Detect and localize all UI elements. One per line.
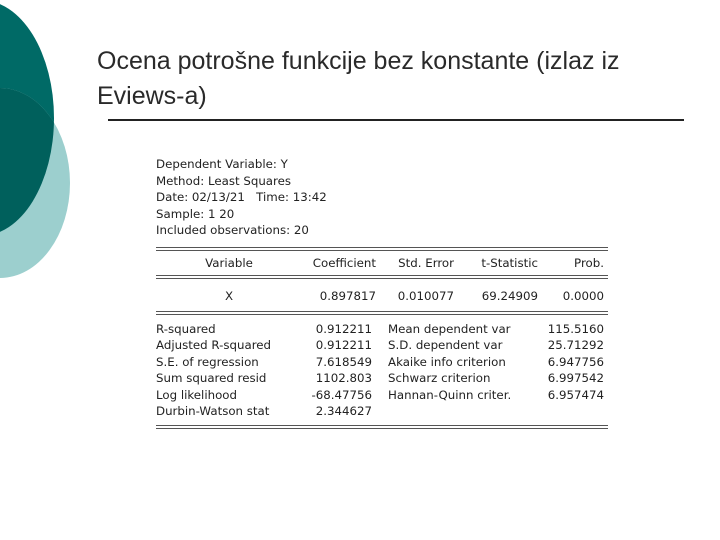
stat-label: Adjusted R-squared (156, 338, 272, 352)
stat-value: 0.912211 (315, 321, 372, 336)
header-date-time: Date: 02/13/21 Time: 13:42 (156, 190, 327, 204)
stat-label: Akaike info criterion (388, 354, 506, 369)
stat-value: -68.47756 (311, 387, 372, 402)
coef-value: 0.897817 (319, 289, 376, 303)
coef-prob: 0.0000 (562, 289, 604, 303)
stats-row (156, 370, 608, 387)
stat-value: 25.71292 (547, 338, 604, 352)
slide-title: Ocena potrošne funkcije bez konstante (izlaz iz Eviews-a) (97, 47, 620, 110)
stats-row (156, 354, 608, 371)
coef-t-statistic: 69.24909 (481, 289, 538, 303)
table-row (156, 288, 608, 305)
column-header-variable: Variable (205, 255, 253, 270)
column-header-t-statistic: t-Statistic (481, 255, 538, 270)
stat-value: 1102.803 (315, 371, 372, 385)
table-bottom-border (156, 425, 608, 429)
stats-row (156, 337, 608, 354)
title-divider (108, 119, 684, 121)
stat-value: 2.344627 (315, 404, 372, 418)
stat-label: Hannan-Quinn criter. (388, 387, 512, 402)
column-header-prob: Prob. (574, 255, 604, 270)
stat-label: Mean dependent var (388, 321, 511, 336)
column-header-coefficient: Coefficient (312, 255, 376, 270)
stat-value: 6.947756 (547, 354, 604, 369)
eviews-output (156, 156, 608, 429)
stat-value: 115.5160 (547, 321, 604, 336)
stat-label: R-squared (156, 321, 216, 336)
stat-value: 6.957474 (547, 387, 604, 402)
coefficient-table (156, 255, 608, 429)
coef-std-error: 0.010077 (397, 289, 454, 303)
stats-row (156, 403, 608, 420)
stat-label: Sum squared resid (156, 371, 267, 385)
stat-label: S.E. of regression (156, 354, 259, 369)
coef-variable: X (224, 289, 234, 303)
header-method: Method: Least Squares (156, 173, 292, 188)
stat-label: Schwarz criterion (388, 371, 491, 385)
stat-label: Log likelihood (156, 387, 237, 402)
decorative-circle-overlap (0, 0, 54, 236)
stat-value: 0.912211 (315, 338, 372, 352)
header-sample: Sample: 1 20 (156, 206, 235, 221)
table-top-border (156, 247, 608, 251)
stat-value: 6.997542 (547, 371, 604, 385)
stats-row (156, 387, 608, 404)
stats-row (156, 321, 608, 338)
stat-label: S.D. dependent var (388, 338, 503, 352)
stat-value: 7.618549 (315, 354, 372, 369)
table-header-row (156, 255, 608, 272)
column-header-std-error: Std. Error (398, 255, 454, 270)
header-observations: Included observations: 20 (156, 223, 309, 237)
header-dependent-variable: Dependent Variable: Y (156, 157, 288, 171)
stat-label: Durbin-Watson stat (156, 404, 270, 418)
